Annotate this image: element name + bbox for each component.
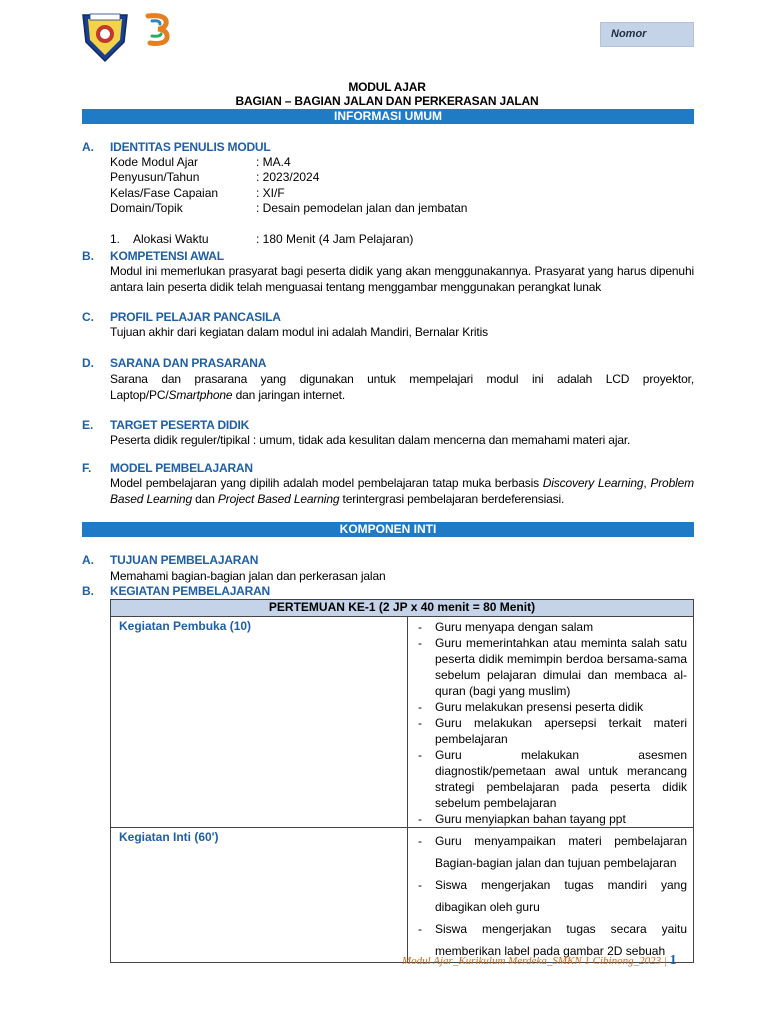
section-letter: A. bbox=[82, 140, 94, 154]
section-letter: D. bbox=[82, 356, 94, 370]
section-title-kompetensi: KOMPETENSI AWAL bbox=[110, 249, 224, 263]
section-title-kegiatan: KEGIATAN PEMBELAJARAN bbox=[110, 584, 271, 598]
page-number: 1 bbox=[669, 953, 677, 968]
field-key: Kelas/Fase Capaian bbox=[110, 186, 219, 200]
field-value: : Desain pemodelan jalan dan jembatan bbox=[256, 201, 468, 215]
section-text-sarana: Sarana dan prasarana yang digunakan untuk mempelajari modul ini adalah LCD proyektor, Laptop/PC/Smartphone dan jaringan internet. bbox=[110, 372, 694, 402]
section-bar-komponen-inti: KOMPONEN INTI bbox=[82, 522, 694, 537]
section-letter: A. bbox=[82, 553, 94, 567]
row-label: Kegiatan Inti (60') bbox=[111, 828, 408, 963]
alokasi-key: Alokasi Waktu bbox=[133, 232, 209, 246]
page-footer bbox=[402, 953, 677, 969]
section-text-profil: Tujuan akhir dari kegiatan dalam modul ini adalah Mandiri, Bernalar Kritis bbox=[110, 325, 488, 339]
section-title-identitas: IDENTITAS PENULIS MODUL bbox=[110, 140, 271, 154]
section-text-target: Peserta didik reguler/tipikal : umum, tidak ada kesulitan dalam mencerna dan memahami materi ajar. bbox=[110, 433, 631, 447]
section-letter: F. bbox=[82, 461, 92, 475]
section-letter: E. bbox=[82, 418, 94, 432]
row-content bbox=[408, 617, 694, 828]
section-title-sarana: SARANA DAN PRASARANA bbox=[110, 356, 267, 370]
list-item: - Guru melakukan asesmen diagnostik/pemetaan awal untuk merancang strategi pembelajaran pada peserta didik sebelum pembelajaran bbox=[418, 747, 687, 811]
list-item: - Guru menyapa dengan salam bbox=[418, 619, 687, 635]
section-text-kompetensi: Modul ini memerlukan prasyarat bagi peserta didik yang akan menggunakannya. Prasyarat yang harus dipenuhi antara lain peserta didik telah menguasai tentang menggambar menggunakan perangkat lunak bbox=[110, 264, 694, 294]
section-title-profil: PROFIL PELAJAR PANCASILA bbox=[110, 310, 281, 324]
kegiatan-table bbox=[110, 599, 694, 963]
footer-text: Modul Ajar_Kurikulum Merdeka_SMKN 1 Cibinong_2023 | bbox=[402, 955, 670, 967]
doc-subtitle: BAGIAN – BAGIAN JALAN DAN PERKERASAN JALAN bbox=[235, 94, 539, 108]
section-title-model: MODEL PEMBELAJARAN bbox=[110, 461, 253, 475]
section-title-tujuan: TUJUAN PEMBELAJARAN bbox=[110, 553, 259, 567]
field-value: : MA.4 bbox=[256, 155, 291, 169]
list-item: - Siswa mengerjakan tugas secara yaitu memberikan label pada gambar 2D sebuah bbox=[418, 918, 687, 962]
section-letter: B. bbox=[82, 584, 94, 598]
table-header: PERTEMUAN KE-1 (2 JP x 40 menit = 80 Menit) bbox=[111, 600, 694, 617]
nomor-box bbox=[600, 22, 694, 47]
school-crest-logo bbox=[80, 12, 130, 64]
section-bar-informasi-umum: INFORMASI UMUM bbox=[82, 109, 694, 124]
doc-title: MODUL AJAR bbox=[348, 80, 426, 94]
row-label: Kegiatan Pembuka (10) bbox=[111, 617, 408, 828]
table-row bbox=[111, 617, 694, 828]
row-content bbox=[408, 828, 694, 963]
alokasi-number: 1. bbox=[110, 232, 121, 246]
section-letter: B. bbox=[82, 249, 94, 263]
list-item: - Guru menyiapkan bahan tayang ppt bbox=[418, 811, 687, 827]
list-item: - Siswa mengerjakan tugas mandiri yang dibagikan oleh guru bbox=[418, 874, 687, 918]
section-text-model: Model pembelajaran yang dipilih adalah model pembelajaran tatap muka berbasis Discovery Learning, Problem Based Learning dan Project Based Learning terintergrasi pembelajaran berdeferensiasi. bbox=[110, 476, 694, 506]
list-item: - Guru memerintahkan atau meminta salah satu peserta didik memimpin berdoa bersama-sama sebelum pelajaran dimulai dan membaca al-quran (bagi yang muslim) bbox=[418, 635, 687, 699]
table-row bbox=[111, 828, 694, 963]
nomor-label: Nomor bbox=[611, 28, 647, 40]
alokasi-value: : 180 Menit (4 Jam Pelajaran) bbox=[256, 232, 414, 246]
field-key: Kode Modul Ajar bbox=[110, 155, 199, 169]
list-item: - Guru melakukan apersepsi terkait materi pembelajaran bbox=[418, 715, 687, 747]
field-key: Domain/Topik bbox=[110, 201, 183, 215]
berkarakter-logo bbox=[134, 12, 182, 64]
field-value: : 2023/2024 bbox=[256, 170, 320, 184]
section-title-target: TARGET PESERTA DIDIK bbox=[110, 418, 250, 432]
list-item: - Guru melakukan presensi peserta didik bbox=[418, 699, 687, 715]
field-key: Penyusun/Tahun bbox=[110, 170, 200, 184]
section-text-tujuan: Memahami bagian-bagian jalan dan perkerasan jalan bbox=[110, 569, 386, 583]
field-value: : XI/F bbox=[256, 186, 285, 200]
list-item: - Guru menyampaikan materi pembelajaran Bagian-bagian jalan dan tujuan pembelajaran bbox=[418, 830, 687, 874]
section-letter: C. bbox=[82, 310, 94, 324]
